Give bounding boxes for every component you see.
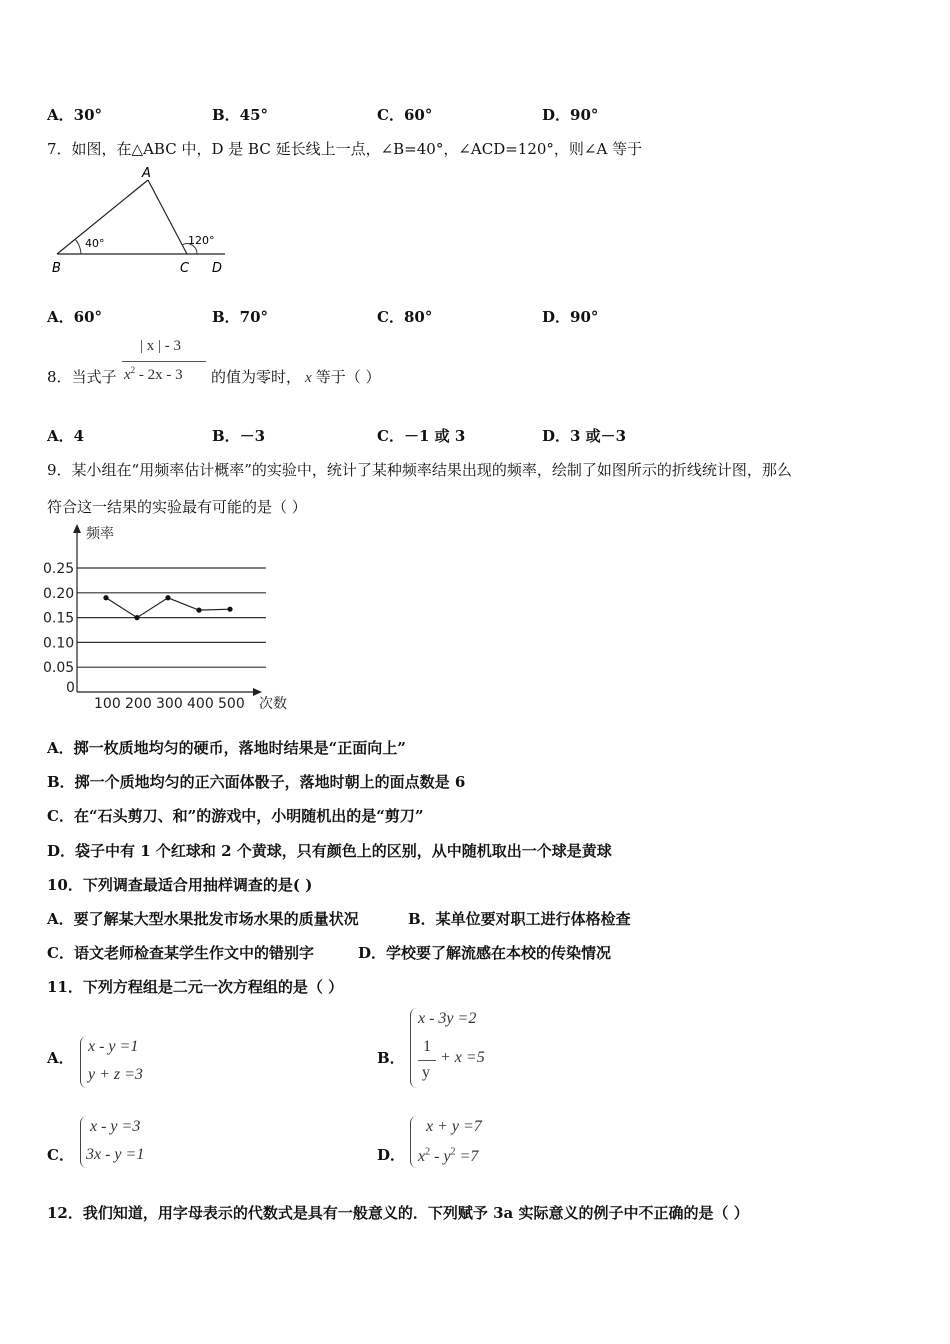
x-tick-label: 200 [125, 696, 152, 712]
q9-stem-line2: 符合这一结果的实验最有可能的是（ ） [47, 498, 307, 516]
q11-d-brace [410, 1116, 417, 1168]
q7-option-d: D．90° [542, 308, 599, 326]
q10-option-a: A．要了解某大型水果批发市场水果的质量状况 [47, 910, 359, 928]
x-tick-label: 100 [94, 696, 121, 712]
q8-suffix [211, 366, 380, 387]
data-point [134, 615, 139, 620]
y-axis-label: 频率 [86, 526, 114, 542]
triangle-side-ac [148, 180, 187, 254]
y-tick-label: 0.05 [43, 660, 75, 677]
q11-b-brace [410, 1008, 417, 1088]
q11-d-eq1: x + y =7 [426, 1118, 482, 1135]
q6-option-b: B．45° [212, 106, 269, 124]
series-line [106, 598, 230, 618]
q6-option-a: A．30° [47, 106, 103, 124]
q11-d-eq2-mid: - y [430, 1148, 451, 1165]
q11-stem: 11．下列方程组是二元一次方程组的是（ ） [47, 978, 344, 996]
q10-option-c: C．语文老师检查某学生作文中的错别字 [47, 944, 314, 962]
q7-triangle-figure [45, 163, 245, 278]
q11-option-b-label: B． [377, 1049, 405, 1067]
q9-option-b: B．掷一个质地均匀的正六面体骰子，落地时朝上的面点数是 6 [47, 773, 466, 791]
q11-a-brace [80, 1036, 87, 1088]
q8-option-c: C．－1 或 3 [377, 427, 466, 445]
q7-stem: 7．如图，在△ABC 中，D 是 BC 延长线上一点，∠B=40°，∠ACD=120°，则∠A 等于 [47, 140, 643, 158]
label-c: C [180, 261, 190, 276]
q8-suffix-text: 的值为零时， [211, 368, 302, 386]
q8-numerator: | x | - 3 [140, 338, 182, 354]
label-a: A [142, 166, 151, 181]
q11-b-eq2-rest: + x =5 [440, 1049, 485, 1066]
x-tick-label: 400 [187, 696, 214, 712]
q8-denom-exp: 2 [130, 365, 136, 375]
q10-stem: 10．下列调查最适合用抽样调查的是( ) [47, 876, 313, 894]
q7-options [47, 306, 747, 326]
x-axis-label: 次数 [259, 696, 287, 712]
y-tick-label: 0.10 [43, 635, 75, 652]
q7-option-a: A．60° [47, 308, 103, 326]
q10-option-d: D．学校要了解流感在本校的传染情况 [358, 944, 612, 962]
q11-b-frac-num: 1 [423, 1038, 431, 1055]
q11-b-frac-den: y [422, 1064, 430, 1081]
q9-option-d: D．袋子中有 1 个红球和 2 个黄球，只有颜色上的区别，从中随机取出一个球是黄球 [47, 842, 612, 860]
angle-b-label: 40° [85, 237, 105, 250]
q9-stem-line1: 9．某小组在“用频率估计概率”的实验中，统计了某种频率结果出现的频率，绘制了如图所示的折线统计图，那么 [47, 461, 792, 479]
x-tick-label: 500 [218, 696, 245, 712]
q8-denominator [124, 365, 183, 384]
q9-option-a: A．掷一枚质地均匀的硬币，落地时结果是“正面向上” [47, 739, 406, 757]
q8-suffix2: 等于（ ） [315, 368, 381, 386]
q6-option-d: D．90° [542, 106, 599, 124]
x-tick-label: 300 [156, 696, 183, 712]
q11-a-eq2: y + z =3 [88, 1066, 143, 1083]
q11-d-eq2-x: x [418, 1148, 426, 1165]
y-tick-label: 0.25 [43, 561, 75, 577]
q11-c-eq2: 3x - y =1 [86, 1146, 145, 1163]
q8-fraction [122, 338, 208, 388]
q11-option-c-label: C． [47, 1146, 74, 1164]
q11-d-eq2-exp1: 2 [425, 1146, 431, 1158]
q11-a-eq1: x - y =1 [88, 1038, 139, 1055]
q8-var: x [305, 370, 312, 386]
y-tick-label: 0.20 [43, 585, 75, 602]
label-d: D [212, 261, 223, 276]
q10-option-b: B．某单位要对职工进行体格检查 [408, 910, 631, 928]
data-point [196, 608, 201, 613]
q8-denom-rest: - 2x - 3 [135, 367, 183, 383]
q8-denom-x: x [124, 367, 131, 383]
data-point [165, 595, 170, 600]
q6-options [47, 104, 747, 124]
q8-option-b: B．－3 [212, 427, 266, 445]
q11-option-a-label: A． [47, 1049, 74, 1067]
q7-option-c: C．80° [377, 308, 433, 326]
q8-option-d: D．3 或－3 [542, 427, 627, 445]
y-axis-arrow [73, 524, 81, 533]
q11-b-frac-bar [418, 1060, 436, 1061]
q7-option-b: B．70° [212, 308, 269, 326]
label-b: B [52, 261, 61, 276]
q11-b-eq2 [418, 1038, 518, 1088]
y-tick-label: 0.15 [43, 610, 75, 627]
q11-d-eq2 [418, 1146, 478, 1166]
q12-stem: 12．我们知道，用字母表示的代数式是具有一般意义的．下列赋予 3a 实际意义的例子中不正确的是（ ） [47, 1204, 749, 1222]
q11-c-eq1: x - y =3 [90, 1118, 141, 1135]
data-point [227, 607, 232, 612]
q11-option-d-label: D． [377, 1146, 406, 1164]
angle-c-label: 120° [188, 234, 215, 247]
q9-frequency-line-chart [40, 520, 310, 720]
q6-option-c: C．60° [377, 106, 433, 124]
q11-b-eq1: x - 3y =2 [418, 1010, 477, 1027]
q9-option-c: C．在“石头剪刀、和”的游戏中，小明随机出的是“剪刀” [47, 807, 424, 825]
data-point [103, 595, 108, 600]
q8-prefix: 8．当式子 [47, 368, 117, 386]
y-tick-label: 0 [66, 680, 75, 696]
x-axis-arrow [253, 688, 262, 696]
q8-fraction-bar [122, 361, 206, 362]
q11-d-eq2-rest: =7 [455, 1148, 479, 1165]
q8-option-a: A．4 [47, 427, 85, 445]
q11-d-eq2-exp2: 2 [450, 1146, 456, 1158]
angle-arc-b [75, 239, 81, 254]
q8-options [47, 425, 747, 445]
